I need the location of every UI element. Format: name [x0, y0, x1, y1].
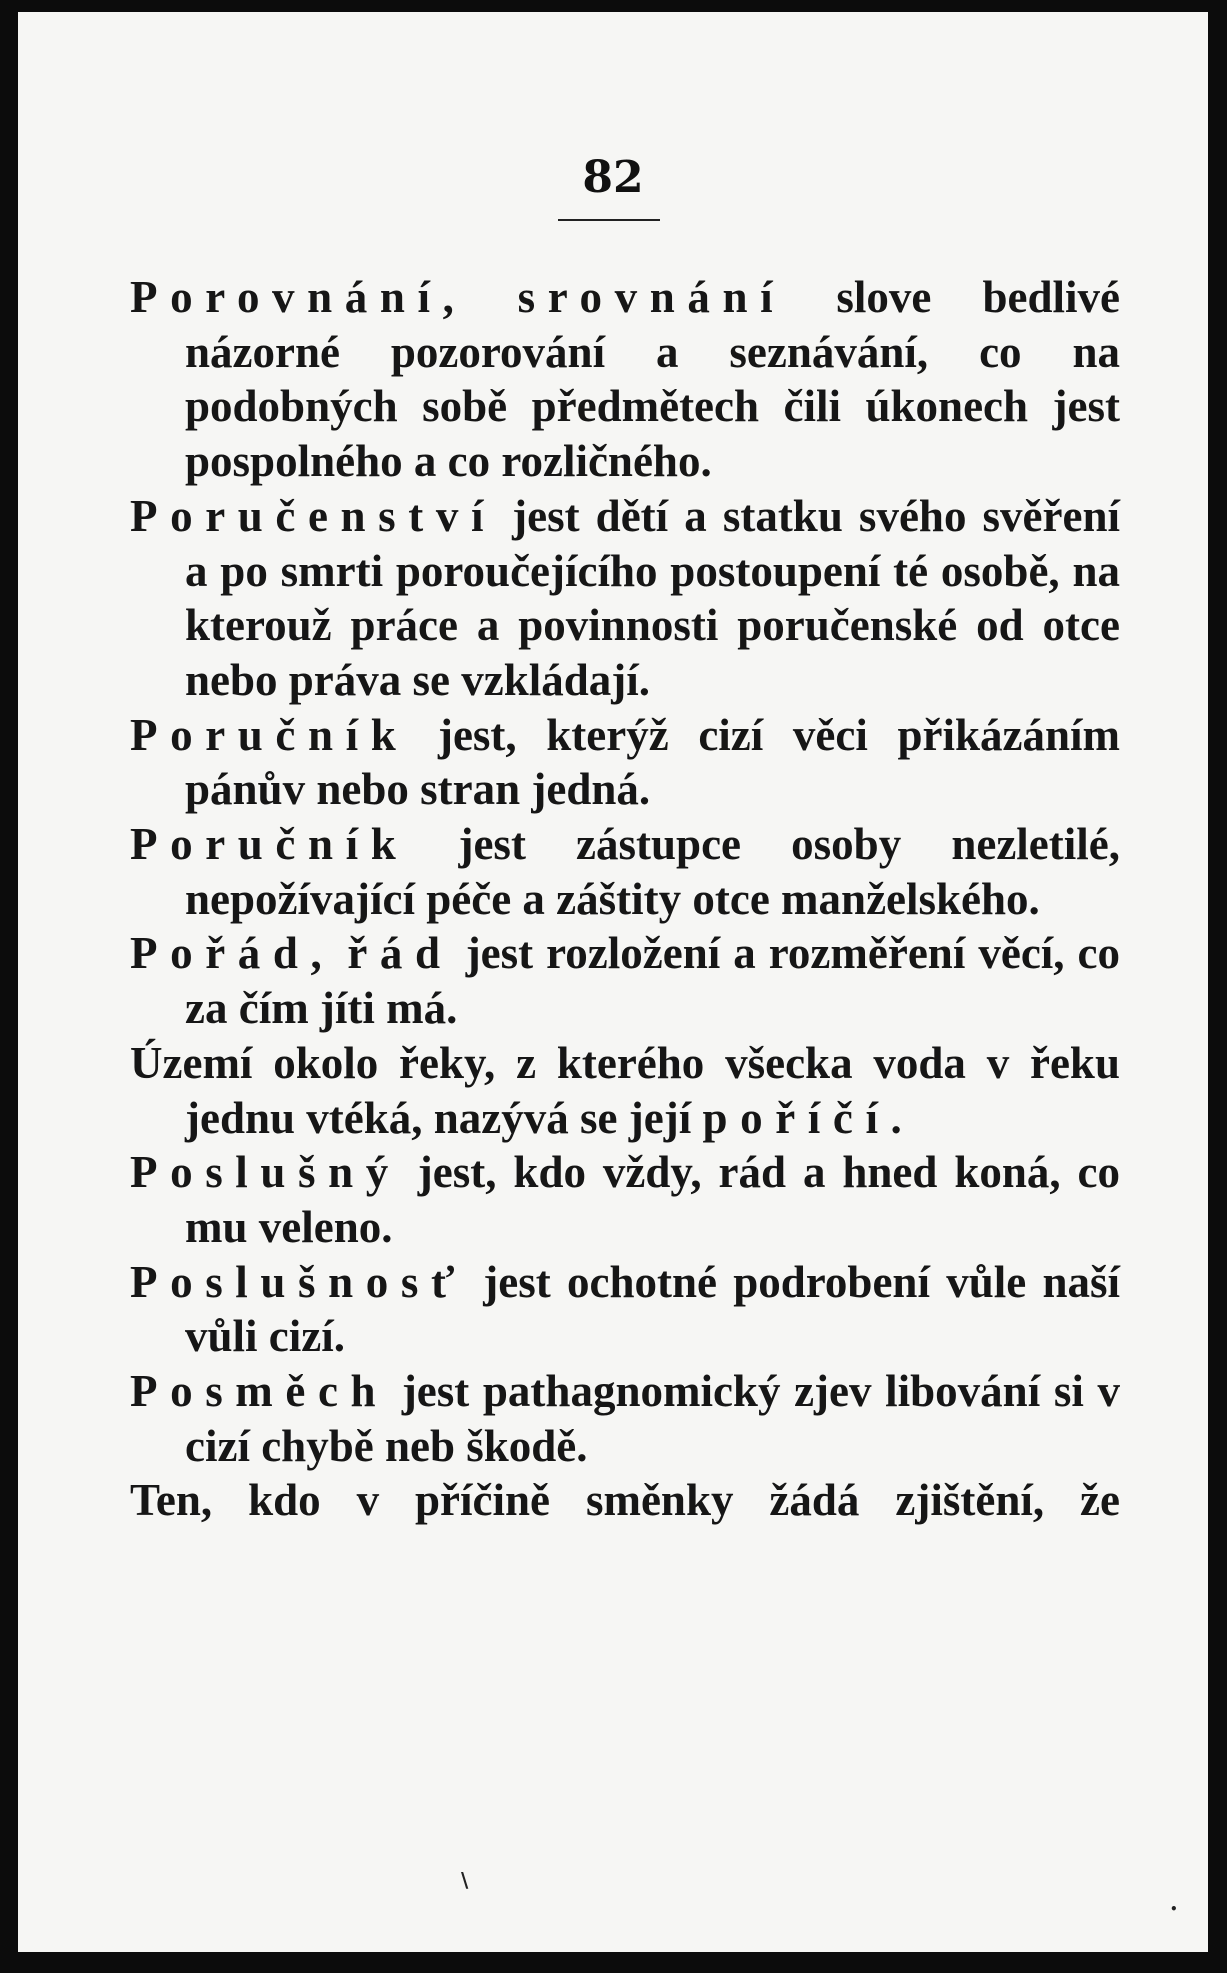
entry-text: jest pathagnomický zjev libování si v cizí chybě neb škodě.: [185, 1366, 1120, 1471]
entry-text: Území okolo řeky, z kterého všecka voda v řeku jednu vtéká, nazývá se její: [130, 1037, 1120, 1143]
entry-text: jest zástupce osoby nezletilé, nepožívající péče a záštity otce manželského.: [185, 819, 1120, 924]
page-number: 82: [582, 152, 644, 203]
entry-poruchenstvi: [130, 489, 1120, 708]
entry-porici: [130, 1036, 1120, 1145]
entry-text: slove bedlivé názorné pozorování a seznávání, co na podobných sobě předmětech čili úkonech jest pospolného a co rozličného.: [185, 272, 1121, 487]
entry-poslusnost: [130, 1255, 1120, 1364]
page-number-rule: [558, 219, 660, 221]
continued-line: Ten, kdo v příčině směnky žádá zjištění, že: [130, 1475, 1120, 1526]
entry-text: jest, kterýž cizí věci přikázáním pánův nebo stran jedná.: [185, 709, 1120, 815]
entry-term: Poručenství: [130, 490, 497, 541]
entry-porovnani: [130, 270, 1120, 489]
entry-posmech: [130, 1364, 1120, 1473]
entry-term-alt: řád: [347, 928, 453, 979]
print-speck: \: [461, 1868, 469, 1892]
entry-term: Poslušný: [130, 1147, 401, 1198]
entry-term: Poslušnosť: [130, 1256, 468, 1307]
entry-term: Pořád,: [130, 928, 335, 979]
page-body: [130, 270, 1120, 1528]
entry-term: Porovnání,: [130, 272, 467, 322]
entry-term-alt: srovnání: [517, 272, 786, 322]
entry-term: Poručník: [130, 819, 409, 870]
entry-text: jest dětí a statku svého svěření a po smrti poroučejícího postoupení té osobě, na kterouž práce a povinnosti poručenské od otce nebo práva se vzkládají.: [185, 490, 1120, 705]
print-speck: •: [1170, 1902, 1178, 1916]
entry-text: jest, kdo vždy, rád a hned koná, co mu veleno.: [185, 1147, 1121, 1252]
entry-term: Posměch: [130, 1366, 389, 1417]
entry-term: Poručník: [130, 709, 409, 760]
entry-text: jest ochotné podrobení vůle naší vůli cizí.: [185, 1256, 1120, 1362]
entry-term: poříčí.: [702, 1092, 915, 1143]
entry-porucnik-1: [130, 708, 1120, 817]
entry-porucnik-2: [130, 817, 1120, 926]
entry-poslusny: [130, 1145, 1120, 1254]
entry-porad: [130, 926, 1120, 1035]
entry-text: jest rozložení a rozměření věcí, co za čím jíti má.: [185, 928, 1121, 1034]
book-page: [18, 12, 1208, 1952]
